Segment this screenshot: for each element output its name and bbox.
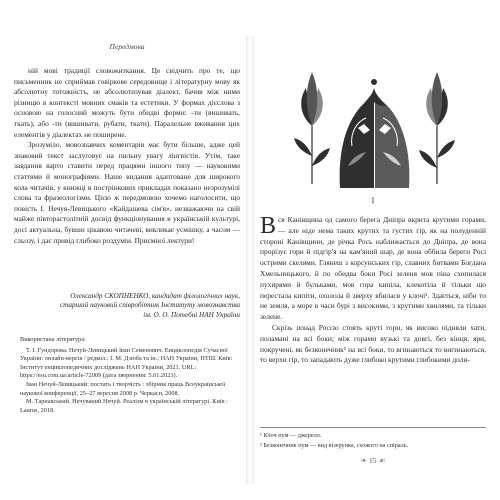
- chapter-paragraph-1-text: ся Канівщина од самого берега Дніпра вкрита крутими горами, — але ніде нема таких крутих та густих гір, як на полуденній стороні Канівщини, де річка Рось наближається до Дніпра, де вона прорізує гори й підгір'я на кам'яний шар, де вона оббила береги Росі острими скелями. Глянеш з корсунських гір, славних битвами Богдана Хмельницького, й по обидва боки Росі зеленя мов піна схопилася пухирями й бульками, мов гора кипіла, клекотіла й тільки що перестала кипіти, охолола й зверху вбилася у клочі¹. Здається, ніби то не земля, а море в часи бурі з високими, з крутими хвилями, та тільки зелене.: [260, 215, 486, 322]
- signature-institute: ім. О. О. Потебні НАН України: [143, 310, 240, 319]
- reference-item: Т. І. Гундорова. Нечуй-Левицький Іван Семенович. Енциклопедія Сучасної України: онлайн-версія / редкол.: І. М. Дзюба та ін.; НАН України, НТШ. Київ: Інститут енциклопедичних досліджень НАН України, 2021. URL: https://esu.com.ua/article-72009 (дата звернення: 5.01.2023).: [20, 346, 233, 380]
- page-number-value: 15: [369, 456, 377, 465]
- book-gutter: [246, 36, 254, 484]
- footnotes: [260, 427, 486, 451]
- preface-paragraph-2: Зрозуміло, мовознавчих коментарів має бути більше, адже цей знаковий текст заслуговує на пильну увагу лінгвістів. Утім, таке завдання варто ставити перед працями іншого типу — науковими статтями й монографіями. Наше видання адаптоване для широкого кола читачів, у книжці в пострінкових прикладах показано незрозумілі слова та фразеологізми. Цією ж передмовою хочемо наголосити, що повість І. Нечуя-Левицького «Кайдашева сім'я», незважаючи на свій майже півторастолітній досвід функціонування в українській культурі, досі актуальна, бувши цікавою читачеві, викликає усмішку, а часом — сльозу, і дає привід глибоко роздуміи. Приємної лектури!: [14, 140, 240, 245]
- signature-position: старший науковий співробітник Інституту мовознавства: [59, 301, 240, 310]
- reference-item: Іван Нечуй-Левицький: постать і творчість : збірник праць Всеукраїнської наукової конференції, 25–27 вересня 2008 р. Черкаси, 2008.: [20, 380, 226, 397]
- right-flower-icon: [419, 72, 455, 184]
- reference-item: М. Тарнавський. Нечуваний Нечуй. Реалізм в українській літературі. Київ : Laurus, 2018.: [20, 398, 228, 414]
- page-number: [254, 456, 492, 465]
- footnote-2: ² Безконечник пум — вид візерунка, схожого на спіраль.: [260, 442, 409, 449]
- right-page: [254, 36, 492, 484]
- running-head: Передмова: [109, 42, 145, 51]
- figures-icon: [340, 79, 410, 188]
- chapter-paragraph-2: Скрізь понад Россю стоять круті гори, як високо підняли хати, поламані на всі боки; між горами вузькі та довгі, без кінця, яри, покручені, як безконечник² на всі боки, то вгинаються то вигинаються, то верхи гір, то западають дуже глибоко крутими глибокими доли-: [260, 322, 486, 365]
- left-flower-icon: [294, 72, 330, 184]
- chapter-number: І: [371, 196, 375, 205]
- footnote-1: ¹ Клоч пум — джерело.: [260, 432, 322, 439]
- preface-paragraph-1: ній мові традиції словожиткання. Це свідчить про те, що письменник не сприймав говіркове середовище і літературну мову як абсолютну тотожність, не абсолютизував діалект, бачив між ними різницю в контексті мовних смаків та естетики. У формах дієслова з основою на голосний можуть бути обидві форми: -ти (вишивать, ткать), або -ти (вишивати, рубати, ткати). Паралельне вживання цих елементів у діалектах не поширене.: [14, 66, 240, 139]
- references-title: Використана література:: [20, 336, 86, 343]
- preface-body: [14, 66, 240, 246]
- drop-cap: В: [260, 213, 277, 239]
- references: [20, 336, 238, 415]
- ornament-left-icon: ❧: [360, 456, 370, 465]
- chapter-paragraph-1: [260, 215, 486, 323]
- author-signature: [14, 292, 240, 320]
- folk-illustration: [292, 66, 457, 188]
- chapter-body: [260, 215, 486, 366]
- signature-name: Олександр СКОПНЕНКО, кандидат філологічних наук,: [70, 292, 240, 300]
- ornament-right-icon: ☙: [376, 456, 386, 465]
- left-page: [8, 36, 246, 484]
